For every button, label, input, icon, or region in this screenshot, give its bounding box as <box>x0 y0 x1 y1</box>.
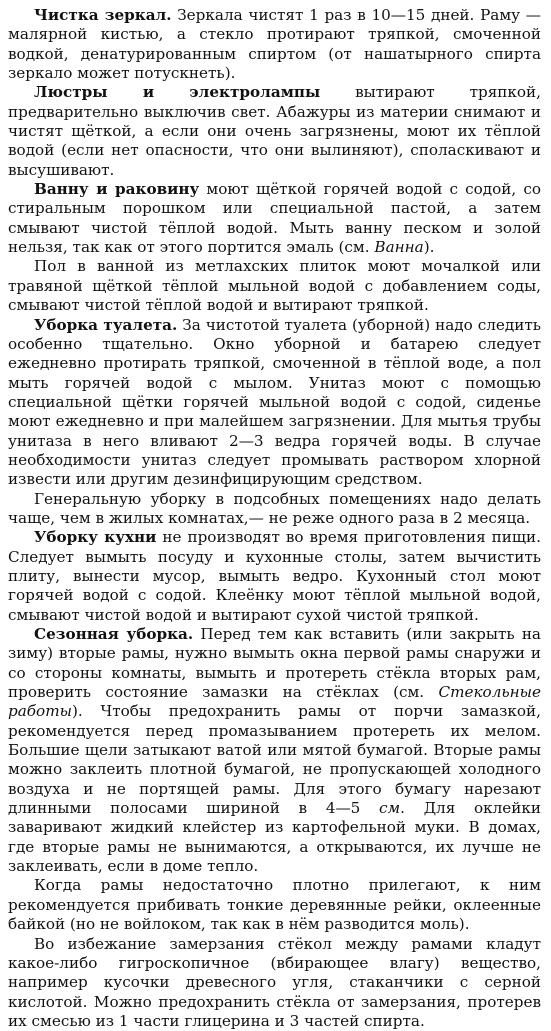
paragraph-text: Генеральную уборку в подсобных помещениях надо делать чаще, чем в жилых комнатах,— не реже одного раза в 2 месяца. <box>8 490 541 527</box>
paragraph-text: За чистотой туалета (уборной) надо следить особенно тщательно. Окно уборной и батарею следует ежедневно протирать тряпкой, смоченной в тёплой воде, а пол мыть горячей водой с мылом. Унитаз моют с помощью специальной щётки горячей мыльной водой с содой, сиденье моют ежедневно и при малейшем загрязнении. Для мытья трубы унитаза в него вливают 2—3 ведра горячей воды. В случае необходимости унитаз следует промывать раствором хлорной извести или другим дезинфицирующим средством. <box>8 316 541 489</box>
paragraph-text: ). Чтобы предохранить рамы от порчи замазкой, рекомендуется перед промазыванием протереть их мелом. Большие щели затыкают ватой или мятой бумагой. Вторые рамы можно заклеить плотной бумагой, не пропускающей холодного воздуха и не портящей рамы. Для этого бумагу нарезают длинными полосами шириной в 4—5 <box>8 702 541 817</box>
paragraph <box>8 316 541 490</box>
paragraph <box>8 876 541 934</box>
paragraph <box>8 528 541 625</box>
paragraph-text: Когда рамы недостаточно плотно прилегают, к ним рекомендуется прибивать тонкие деревянные рейки, оклеенные байкой (но не войлоком, так как в нём разводится моль). <box>8 876 541 933</box>
paragraph <box>8 935 541 1031</box>
paragraph-heading: Уборку кухни <box>34 528 156 546</box>
paragraph-heading: Уборка туалета. <box>34 316 177 334</box>
paragraph-text: Во избежание замерзания стёкол между рамами кладут какое-либо гигроскопичное (вбирающее влагу) вещество, например кусочки древесного угля, стаканчики с серной кислотой. Можно предохранить стёкла от замерзания, протерев их смесью из 1 части глицерина и 3 частей спирта. <box>8 935 541 1030</box>
paragraph-heading: Люстры и электролампы <box>34 83 320 101</box>
paragraph-text: Зеркала чистят 1 раз в 10—15 дней. Раму — малярной кистью, а стекло протирают тряпкой, смоченной водкой, денатурированным спиртом (от нашатырного спирта зеркало может потускнеть). <box>8 6 541 82</box>
paragraph-text: ). <box>424 238 435 256</box>
paragraph-text: Перед тем как вставить (или закрыть на зиму) вторые рамы, нужно вымыть окна первой рамы снаружи и со стороны комнаты, вымыть и протереть стёкла вторых рам, проверить состояние замазки на стёклах (см. <box>8 625 541 701</box>
paragraph <box>8 257 541 315</box>
paragraph-heading: Чистка зеркал. <box>34 6 172 24</box>
paragraph-heading: Ванну и раковину <box>34 180 199 198</box>
paragraph-text: вытирают тряпкой, предварительно выключив свет. Абажуры из материи снимают и чистят щёткой, а если они очень загрязнены, моют их тёплой водой (если нет опасности, что они вылиняют), споласкивают и высушивают. <box>8 83 541 178</box>
paragraph-text: моют щёткой горячей водой с содой, со стиральным порошком или специальной пастой, а затем смывают чистой тёплой водой. Мыть ванну песком и золой нельзя, так как от этого портится эмаль (см. <box>8 180 541 256</box>
paragraph <box>8 490 541 529</box>
paragraph <box>8 6 541 83</box>
italic-reference: Ванна <box>374 238 423 256</box>
paragraph <box>8 625 541 876</box>
paragraph-heading: Сезонная уборка. <box>34 625 193 643</box>
paragraph-text: не производят во время приготовления пищи. Следует вымыть посуду и кухонные столы, затем вычистить плиту, вынести мусор, вымыть ведро. Кухонный стол моют горячей водой с содой. Клеёнку моют тёплой мыльной водой, смывают чистой водой и вытирают сухой чистой тряпкой. <box>8 528 541 623</box>
italic-reference: Стекольные работы <box>8 683 541 720</box>
italic-reference: см <box>379 799 400 817</box>
paragraph <box>8 180 541 257</box>
paragraph <box>8 83 541 180</box>
paragraph-text: . Для оклейки заваривают жидкий клейстер из картофельной муки. В домах, где вторые рамы не вынимаются, а открываются, их лучше не заклеивать, если в доме тепло. <box>8 799 541 875</box>
paragraph-text: Пол в ванной из метлахских плиток моют мочалкой или травяной щёткой тёплой мыльной водой с добавлением соды, смывают чистой тёплой водой и вытирают тряпкой. <box>8 257 541 314</box>
